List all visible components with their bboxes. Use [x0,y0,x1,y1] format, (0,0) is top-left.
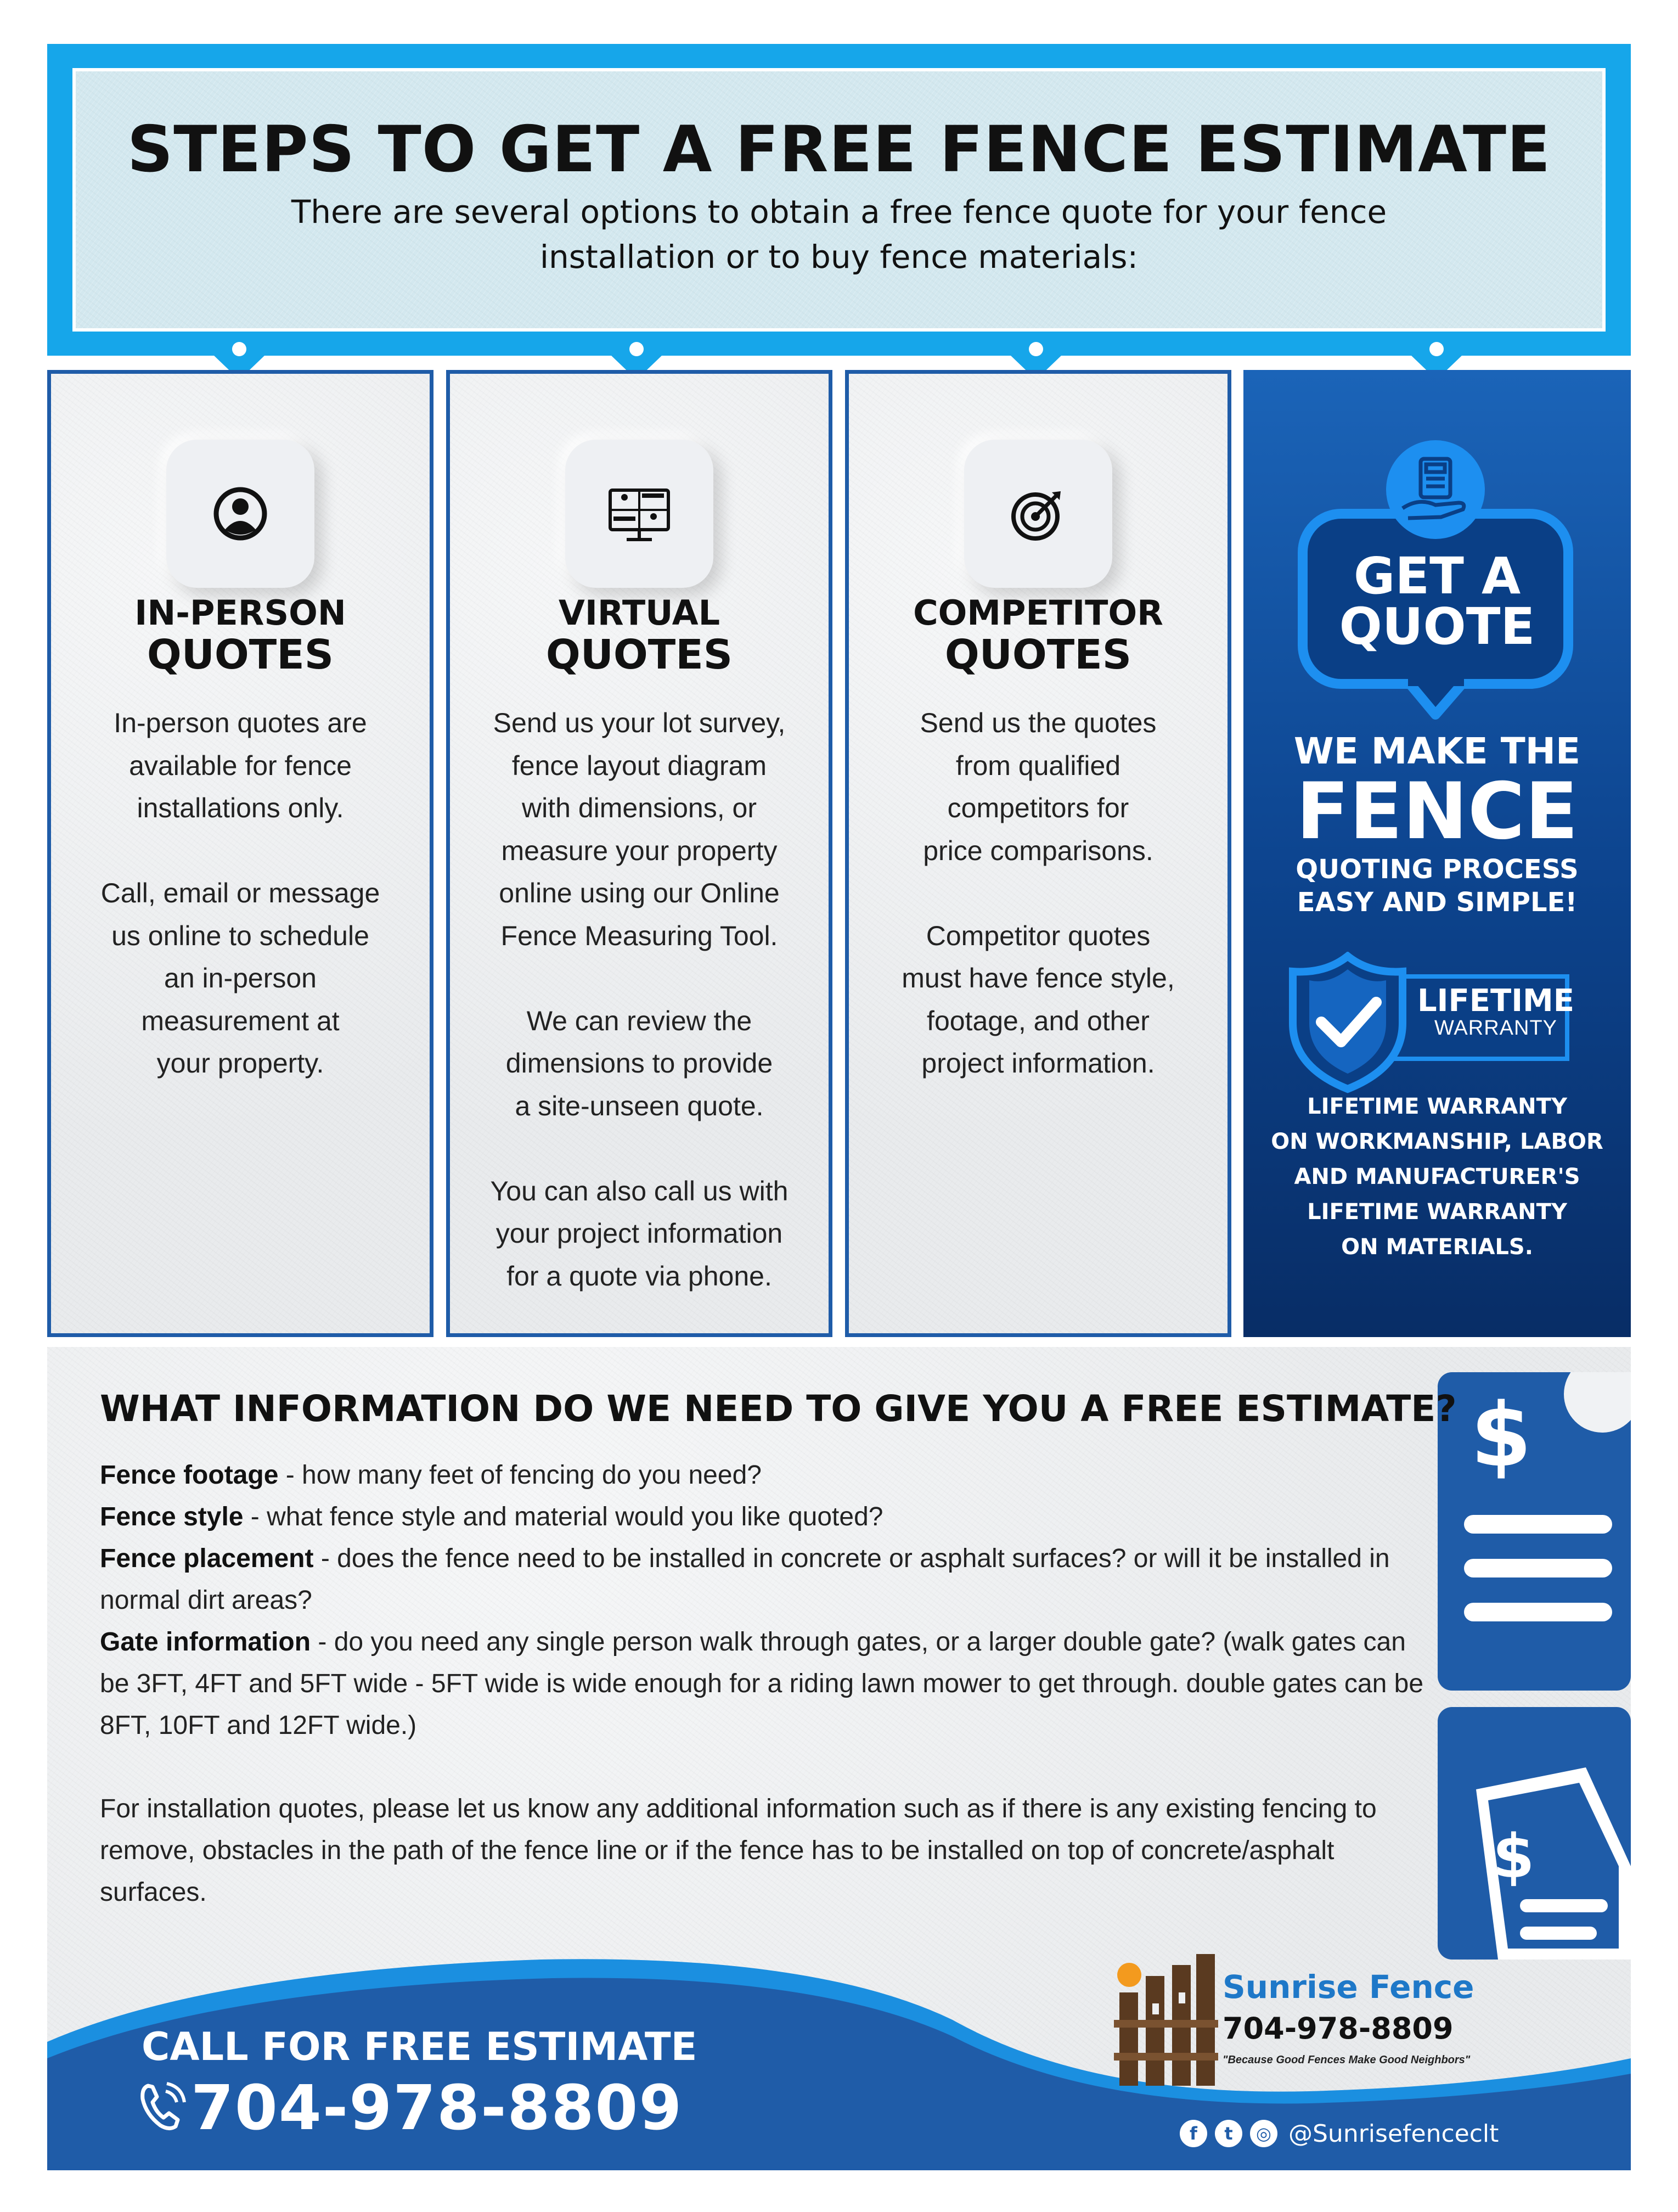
header-dot [1029,342,1043,356]
facebook-icon[interactable]: f [1180,2120,1207,2147]
target-icon [964,440,1112,588]
header-dot [232,342,246,356]
card-competitor-quotes [845,370,1231,1337]
svg-text:$: $ [1493,1821,1535,1891]
cta-phone-number[interactable]: 704-978-8809 [191,2073,683,2144]
phone-icon [137,2080,187,2135]
cta-label: CALL FOR FREE ESTIMATE [142,2024,697,2069]
card-virtual-quotes [446,370,832,1337]
info-item: Gate information - do you need any single person walk through gates, or a larger double gate? (walk gates can be 3FT, 4FT and 5FT wide - 5FT wide is wide enough for a riding lawn mower to get through. double gates can be 8FT, 10FT and 12FT wide.) [100,1627,1424,1740]
card-title: COMPETITOR QUOTES [913,593,1163,678]
page-title: STEPS TO GET A FREE FENCE ESTIMATE [127,113,1551,187]
badge-sub: WARRANTY [1434,1017,1558,1040]
invoice-icon [1438,1372,1631,1960]
brand-phone[interactable]: 704-978-8809 [1223,2011,1454,2046]
info-note: For installation quotes, please let us know any additional information such as if there is any existing fencing to remove, obstacles in the path of the fence line or if the fence has to be installed on top of concrete/asphalt surfaces. [100,1794,1377,1907]
info-title: WHAT INFORMATION DO WE NEED TO GIVE YOU A FREE ESTIMATE? [100,1388,1457,1430]
bubble-title: GET A QUOTE [1339,547,1535,656]
card-in-person-quotes [47,370,433,1337]
card-body: In-person quotes are available for fence installations only. Call, email or message us online to schedule an in-person measurement at your property. [100,708,380,1079]
icon-tile [964,440,1112,588]
info-body [100,1455,1428,1913]
card-body: Send us the quotes from qualified competitors for price comparisons. Competitor quotes must have fence style, footage, and other project information. [902,708,1175,1079]
info-item: Fence footage - how many feet of fencing do you need? [100,1461,762,1490]
icon-tile [565,440,713,588]
sunrise-fence-logo [1114,1954,1218,2086]
make-line2: QUOTING PROCESS [1296,854,1579,885]
warranty-text: LIFETIME WARRANTY ON WORKMANSHIP, LABOR AND MANUFACTURER'S LIFETIME WARRANTY ON MATERIALS. [1271,1094,1603,1260]
card-title: VIRTUAL QUOTES [545,593,733,678]
get-a-quote-panel [1243,370,1631,1337]
brand-name: Sunrise Fence [1223,1968,1474,2006]
make-line3: EASY AND SIMPLE! [1297,887,1578,918]
header-dot [629,342,644,356]
make-big: FENCE [1296,766,1579,857]
header-dot [1429,342,1444,356]
social-handle[interactable]: @Sunrisefenceclt [1288,2120,1499,2148]
person-icon [166,440,314,588]
card-body: Send us your lot survey, fence layout diagram with dimensions, or measure your property online using our Online Fence Measuring Tool. We can review the dimensions to provide a site-unseen quote. You can also call us with your project information for a quote via phone. [490,708,789,1292]
dollar-icon: $ [1471,1384,1532,1486]
badge-title: LIFETIME [1417,983,1575,1019]
brand-tagline: "Because Good Fences Make Good Neighbors" [1223,2054,1471,2066]
page-subtitle: There are several options to obtain a free fence quote for your fence installation or to buy fence materials: [291,193,1387,276]
icon-tile [166,440,314,588]
video-call-icon [565,440,713,588]
info-item: Fence style - what fence style and material would you like quoted? [100,1502,883,1531]
info-item: Fence placement - does the fence need to be installed in concrete or asphalt surfaces? or will it be installed in normal dirt areas? [100,1544,1390,1615]
twitter-icon[interactable]: t [1215,2120,1242,2147]
instagram-icon[interactable]: ◎ [1250,2120,1277,2147]
card-title: IN-PERSON QUOTES [134,593,346,678]
make-line1: WE MAKE THE [1293,730,1581,772]
